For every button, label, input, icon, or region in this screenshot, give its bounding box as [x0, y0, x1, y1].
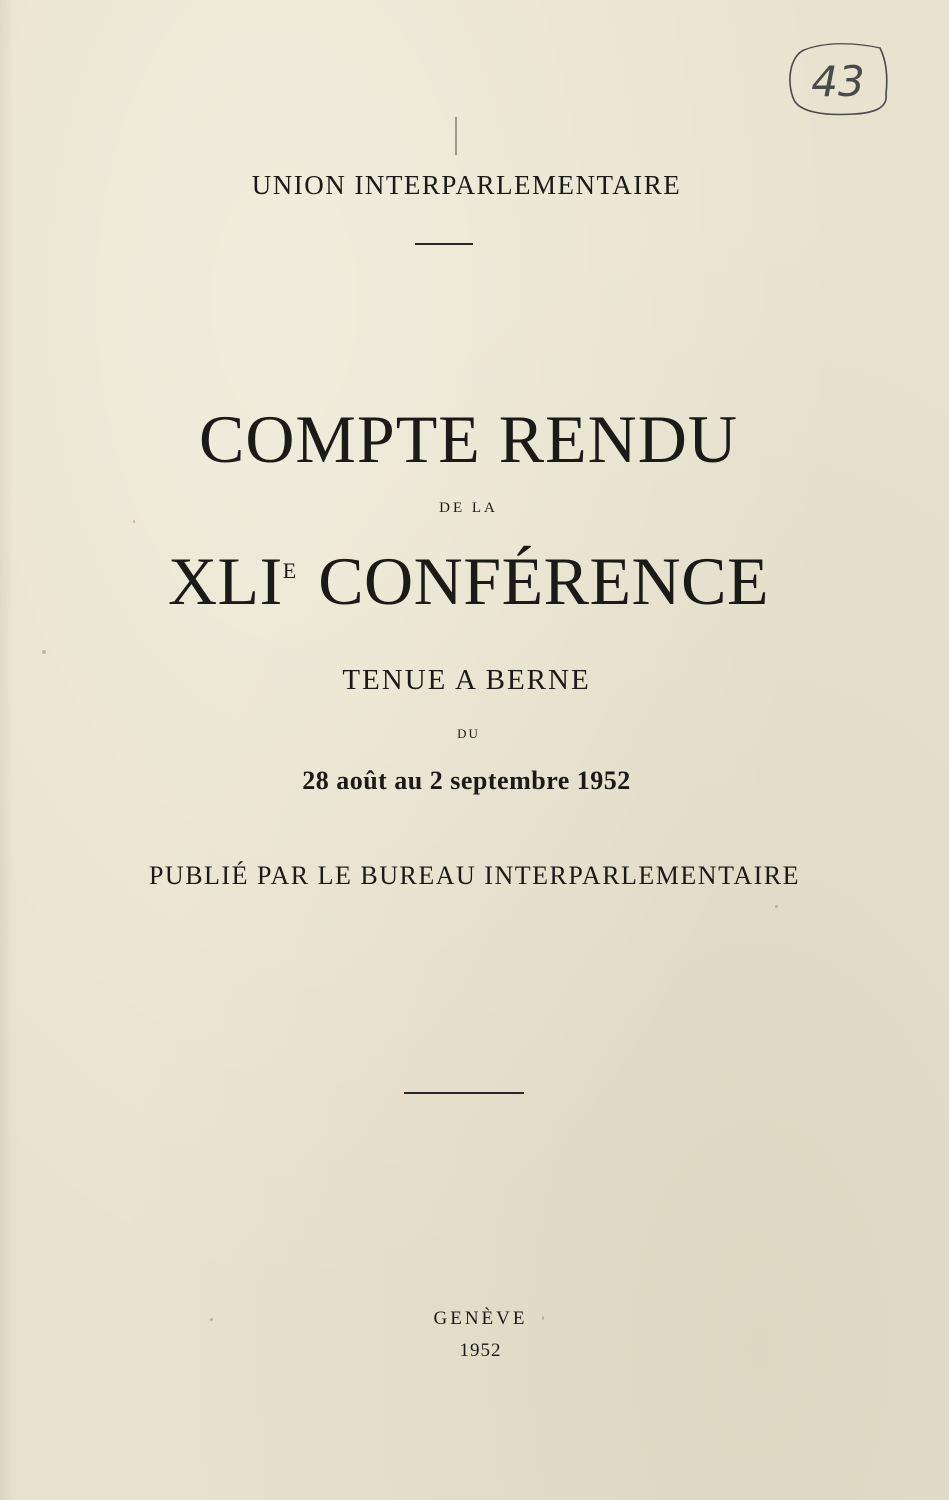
bottom-divider	[404, 1092, 524, 1094]
date-connector: DU	[457, 726, 480, 741]
document-title: COMPTE RENDU	[198, 401, 739, 477]
conference-numeral: XLI	[167, 543, 283, 619]
title-connector: DE LA	[439, 500, 498, 516]
conference-ordinal-suffix: E	[282, 558, 297, 583]
paper-spot	[210, 1318, 213, 1321]
imprint-year: 1952	[459, 1340, 502, 1361]
handwritten-number-text: 43	[811, 57, 865, 106]
imprint-city: GENÈVE	[433, 1308, 528, 1329]
paper-spot	[775, 905, 778, 908]
conference-word: CONFÉRENCE	[318, 543, 770, 619]
paper-scratch	[455, 117, 457, 155]
publisher-line: PUBLIÉ PAR LE BUREAU INTERPARLEMENTAIRE	[148, 861, 801, 890]
conference-dates: 28 août au 2 septembre 1952	[302, 766, 631, 795]
location-line: TENUE A BERNE	[342, 664, 591, 696]
paper-spot	[133, 520, 135, 523]
conference-heading	[0, 542, 943, 621]
paper-spot	[42, 650, 46, 654]
top-divider	[415, 243, 473, 245]
handwritten-page-number	[784, 38, 894, 123]
organization-heading: UNION INTERPARLEMENTAIRE	[251, 170, 682, 200]
paper-spot	[542, 1316, 544, 1320]
